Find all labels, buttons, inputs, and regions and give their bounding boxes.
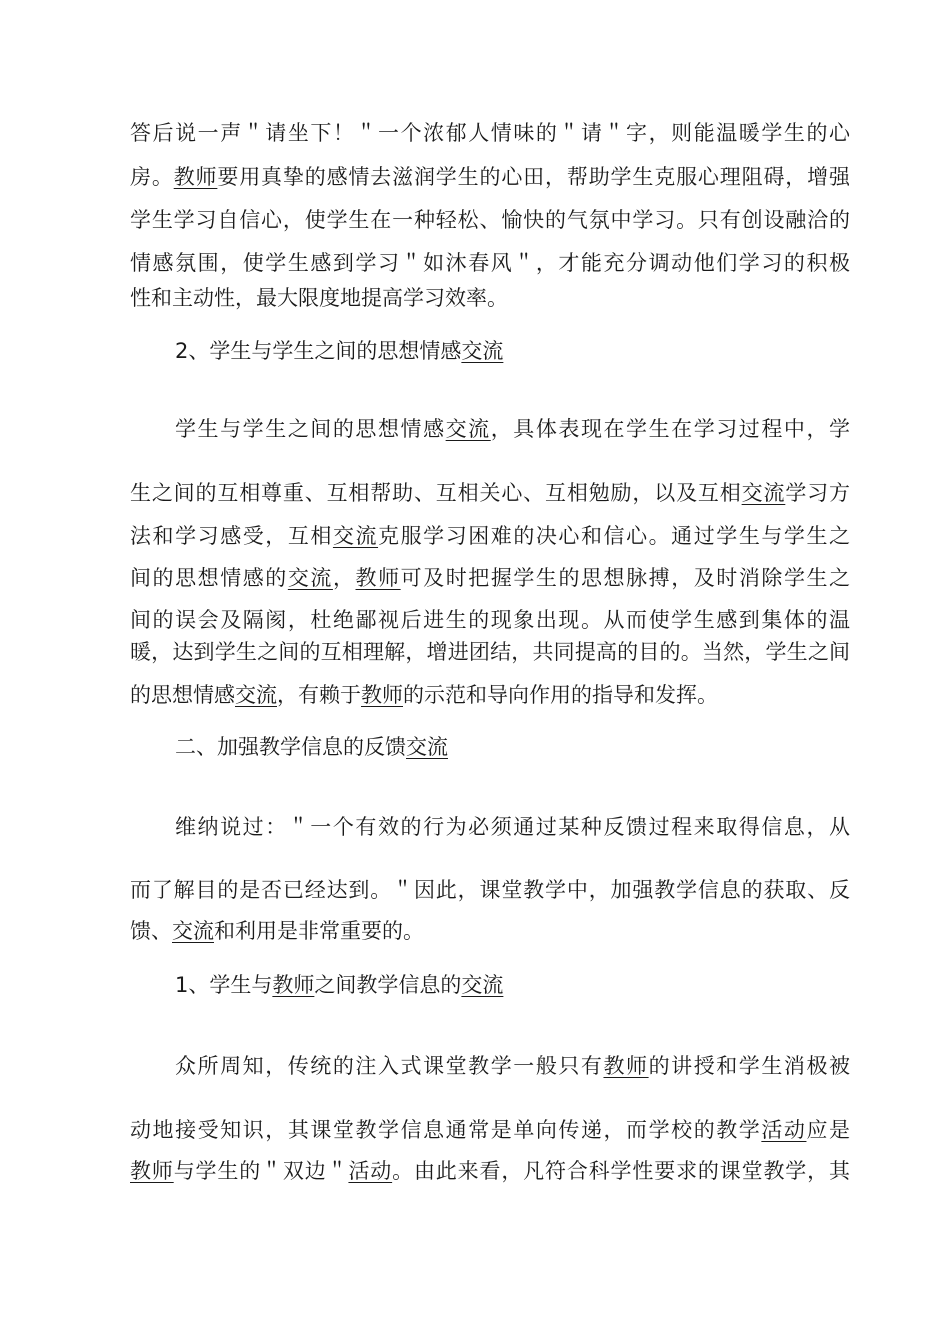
text-segment: 法和学习感受，互相 (130, 524, 333, 548)
text-segment: 间的误会及隔阂，杜绝鄙视后进生的现象出现。从而使学生感到集体的温 (130, 608, 850, 632)
paragraph-line (130, 637, 850, 667)
hyperlink-term[interactable]: 交流 (287, 566, 333, 590)
text-segment: ， (332, 566, 356, 590)
text-segment: 2、学生与学生之间的思想情感 (175, 339, 462, 363)
paragraph-line (130, 248, 850, 278)
paragraph-line (130, 875, 850, 905)
text-segment: 情感氛围，使学生感到学习＂如沐春风＂，才能充分调动他们学习的积极 (130, 251, 850, 275)
hyperlink-term[interactable]: 交流 (172, 919, 214, 943)
text-segment: 的讲授和学生消极被 (648, 1054, 851, 1078)
text-segment: 学生与学生之间的思想情感 (175, 417, 446, 441)
text-segment: 。由此来看，凡符合科学性要求的课堂教学，其 (392, 1159, 850, 1183)
paragraph-line (130, 118, 850, 148)
text-segment: 性和主动性，最大限度地提高学习效率。 (130, 286, 508, 310)
paragraph-line (130, 162, 850, 192)
text-segment: 和利用是非常重要的。 (214, 919, 424, 943)
paragraph-line (130, 521, 850, 551)
paragraph-line (130, 478, 850, 508)
text-segment: 学生学习自信心，使学生在一种轻松、愉快的气氛中学习。只有创设融洽的 (130, 208, 850, 232)
hyperlink-term[interactable]: 教师 (361, 683, 403, 707)
text-segment: 之间教学信息的 (314, 973, 462, 997)
text-segment: 答后说一声＂请坐下！＂一个浓郁人情味的＂请＂字，则能温暖学生的心 (130, 121, 850, 145)
text-segment: 暖，达到学生之间的互相理解，增进团结，共同提高的目的。当然，学生之间 (130, 640, 850, 664)
hyperlink-term[interactable]: 交流 (461, 973, 504, 997)
text-segment: 房。 (130, 165, 174, 189)
hyperlink-term[interactable]: 教师 (130, 1159, 174, 1183)
text-segment: ，具体表现在学生在学习过程中，学 (490, 417, 851, 441)
hyperlink-term[interactable]: 教师 (603, 1054, 649, 1078)
text-segment: 生之间的互相尊重、互相帮助、互相关心、互相勉励，以及互相 (130, 481, 742, 505)
text-segment: 维纳说过：＂一个有效的行为必须通过某种反馈过程来取得信息，从 (175, 815, 850, 839)
paragraph-line (130, 605, 850, 635)
paragraph-line (175, 812, 850, 842)
hyperlink-term[interactable]: 教师 (173, 165, 218, 189)
text-segment: 而了解目的是否已经达到。＂因此，课堂教学中，加强教学信息的获取、反 (130, 878, 850, 902)
text-segment: 克服学习困难的决心和信心。通过学生与学生之 (378, 524, 851, 548)
paragraph-line (175, 414, 850, 444)
text-segment: 1、学生与 (175, 973, 273, 997)
text-segment: 的思想情感 (130, 683, 235, 707)
hyperlink-term[interactable]: 活动 (348, 1159, 393, 1183)
text-segment: 要用真挚的感情去滋润学生的心田，帮助学生克服心理阻碍，增强 (217, 165, 850, 189)
hyperlink-term[interactable]: 交流 (445, 417, 491, 441)
text-segment: 众所周知，传统的注入式课堂教学一般只有 (175, 1054, 604, 1078)
paragraph-line (130, 916, 850, 946)
paragraph-line (130, 563, 850, 593)
paragraph-line (130, 283, 850, 313)
paragraph-line (130, 1115, 850, 1145)
hyperlink-term[interactable]: 活动 (761, 1118, 807, 1142)
hyperlink-term[interactable]: 交流 (332, 524, 379, 548)
text-segment: 应是 (806, 1118, 851, 1142)
paragraph-line (175, 1051, 850, 1081)
section-heading (175, 336, 850, 366)
section-heading (175, 970, 850, 1000)
text-segment: 的示范和导向作用的指导和发挥。 (403, 683, 718, 707)
paragraph-line (130, 680, 850, 710)
text-segment: ，有赖于 (277, 683, 361, 707)
text-segment: 二、加强教学信息的反馈 (175, 735, 406, 759)
section-heading (175, 732, 850, 762)
hyperlink-term[interactable]: 交流 (406, 735, 448, 759)
hyperlink-term[interactable]: 交流 (235, 683, 277, 707)
hyperlink-term[interactable]: 教师 (355, 566, 401, 590)
paragraph-line (130, 205, 850, 235)
text-segment: 馈、 (130, 919, 172, 943)
text-segment: 间的思想情感的 (130, 566, 288, 590)
text-segment: 可及时把握学生的思想脉搏，及时消除学生之 (400, 566, 851, 590)
hyperlink-term[interactable]: 交流 (741, 481, 786, 505)
hyperlink-term[interactable]: 交流 (461, 339, 504, 363)
text-segment: 学习方 (785, 481, 850, 505)
text-segment: 与学生的＂双边＂ (173, 1159, 349, 1183)
text-segment: 动地接受知识，其课堂教学信息通常是单向传递，而学校的教学 (130, 1118, 762, 1142)
paragraph-line (130, 1156, 850, 1186)
hyperlink-term[interactable]: 教师 (272, 973, 315, 997)
